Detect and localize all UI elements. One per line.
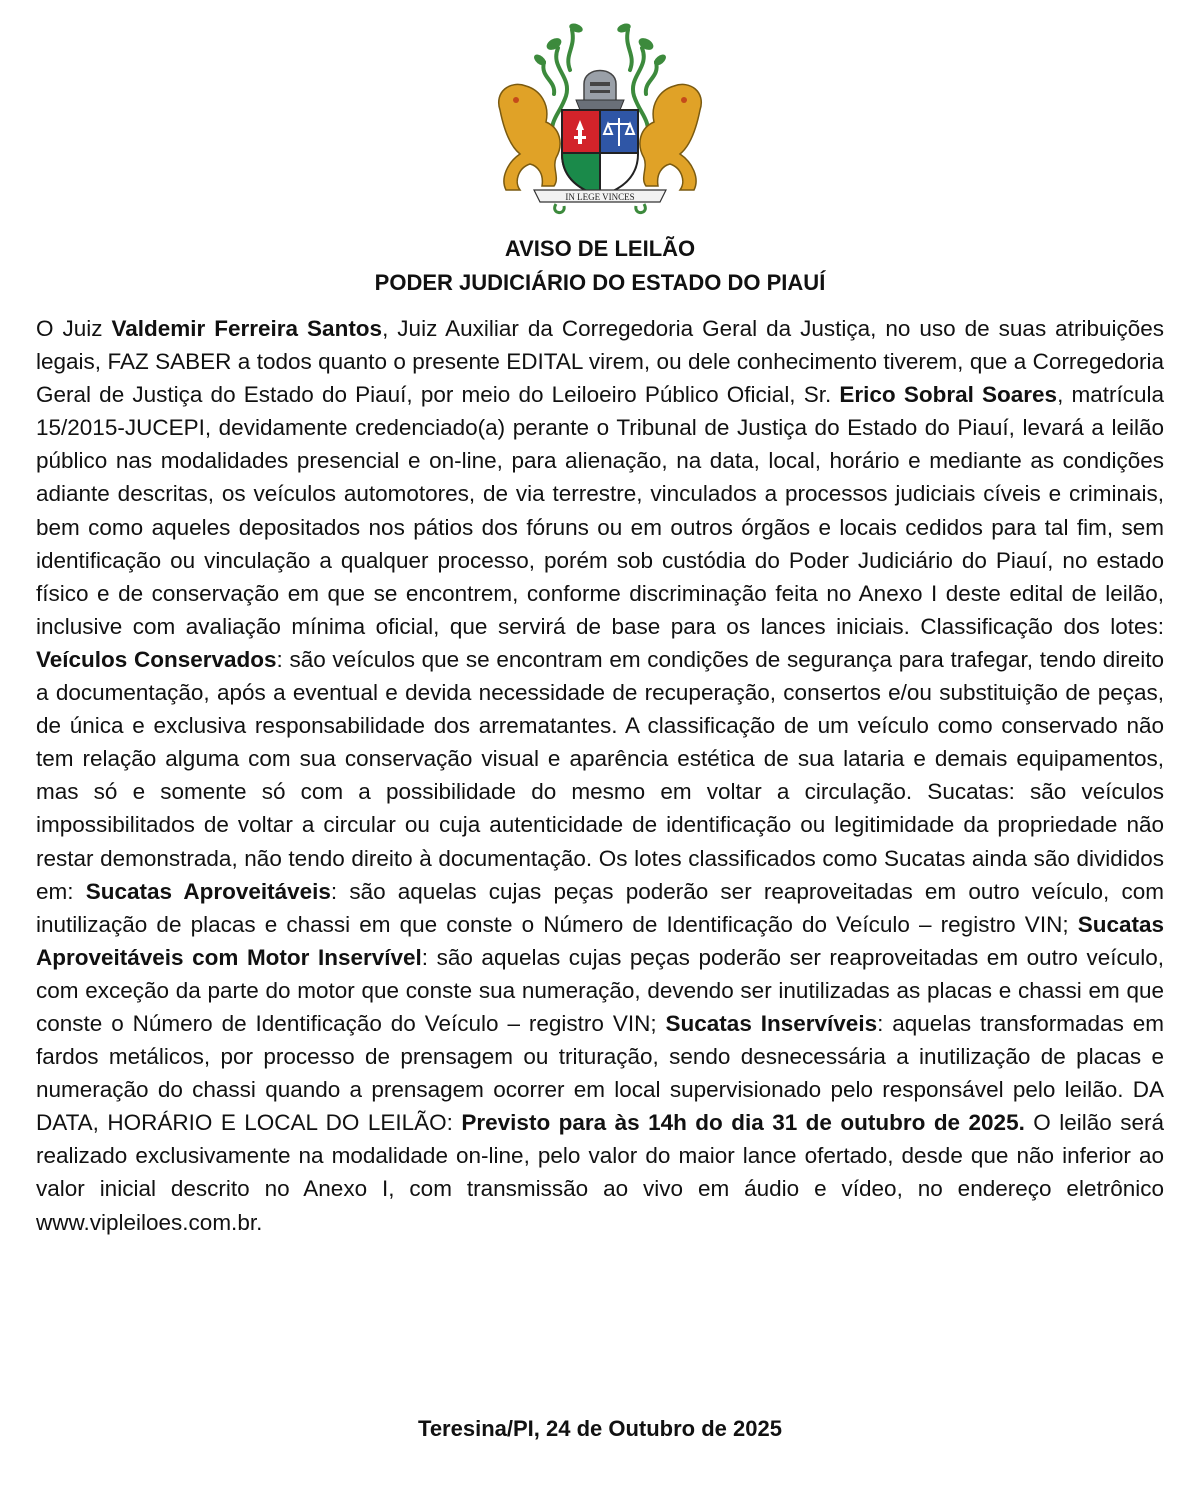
auction-date-time: Previsto para às 14h do dia 31 de outubro de 2025.	[461, 1110, 1025, 1136]
place-and-date: Teresina/PI, 24 de Outubro de 2025	[418, 1416, 782, 1441]
auctioneer-name: Erico Sobral Soares	[839, 382, 1058, 408]
body-text-segment: O Juiz	[36, 316, 112, 341]
category-unusable-scrap: Sucatas Inservíveis	[665, 1010, 878, 1036]
body-text-segment: : são aquelas cujas peças poderão ser reaproveitadas em outro veículo, com inutilização de placas e chassi em que conste o Número de Identificação do Veículo – registro VIN;	[36, 878, 1164, 937]
svg-text:IN LEGE VINCES: IN LEGE VINCES	[565, 192, 635, 202]
body-text-segment: : são aquelas cujas peças poderão ser reaproveitadas em outro veículo, com exceção da parte do motor que conste sua numeração, devendo ser inutilizadas as placas e chassi em que conste o Número de Identificação do Veículo – registro VIN;	[36, 944, 1164, 1036]
category-conserved-vehicles: Veículos Conservados	[36, 646, 277, 672]
body-text-segment: , Juiz Auxiliar da Corregedoria Geral da Justiça, no uso de suas atribuições legais, FAZ SABER a todos quanto o presente EDITAL virem, ou dele conhecimento tiverem, que a Corregedoria Geral de Justiça do Estado do Piauí, por meio do Leiloeiro Público Oficial, Sr.	[36, 316, 1164, 408]
category-usable-scrap-unusable-engine: Sucatas Aproveitáveis com Motor Inservível	[36, 911, 1164, 970]
body-text-segment: , matrícula 15/2015-JUCEPI, devidamente credenciado(a) perante o Tribunal de Justiça do Estado do Piauí, levará a leilão público nas modalidades presencial e on-line, para alienação, na data, local, horário e mediante as condições adiante descritas, os veículos automotores, de via terrestre, vinculados a processos judiciais cíveis e criminais, bem como aqueles depositados nos pátios dos fóruns ou em outros órgãos e locais cedidos para tal fim, sem identificação ou vinculação a qualquer processo, porém sob custódia do Poder Judiciário do Piauí, no estado físico e de conservação em que se encontrem, conforme discriminação feita no Anexo I deste edital de leilão, inclusive com avaliação mínima oficial, que servirá de base para os lances iniciais. Classificação dos lotes:	[36, 382, 1165, 639]
judge-name: Valdemir Ferreira Santos	[111, 316, 383, 341]
body-text-segment: : são veículos que se encontram em condições de segurança para trafegar, tendo direito a documentação, após a eventual e devida necessidade de recuperação, consertos e/ou substituição de peças, de única e exclusiva responsabilidade dos arrematantes. A classificação de um veículo como conservado não tem relação alguma com sua conservação visual e aparência estética de sua lataria e demais equipamentos, mas só e somente só com a possibilidade do mesmo em voltar a circulação. Sucatas: são veículos impossibilitados de voltar a circular ou cuja autenticidade de identificação ou legitimidade da propriedade não restar demonstrada, não tendo direito à documentação. Os lotes classificados como Sucatas ainda são divididos em:	[36, 646, 1164, 904]
coat-of-arms-logo	[480, 18, 720, 216]
coat-of-arms-emblem-icon	[480, 18, 720, 216]
notice-title: AVISO DE LEILÃO	[504, 236, 696, 261]
body-text-segment: : aquelas transformadas em fardos metálicos, por processo de prensagem ou trituração, sendo desnecessária a inutilização de placas e numeração do chassi quando a prensagem ocorrer em local supervisionado pelo responsável pelo leilão. DA DATA, HORÁRIO E LOCAL DO LEILÃO:	[36, 1010, 1164, 1136]
issuing-authority: PODER JUDICIÁRIO DO ESTADO DO PIAUÍ	[374, 270, 826, 295]
category-usable-scrap: Sucatas Aproveitáveis	[85, 878, 331, 904]
document-heading	[0, 232, 1200, 300]
body-text-segment: O leilão será realizado exclusivamente na modalidade on-line, pelo valor do maior lance ofertado, desde que não inferior ao valor inicial descrito no Anexo I, com transmissão ao vivo em áudio e vídeo, no endereço eletrônico www.vipleiloes.com.br.	[36, 1110, 1164, 1235]
edital-body	[36, 312, 1164, 1239]
